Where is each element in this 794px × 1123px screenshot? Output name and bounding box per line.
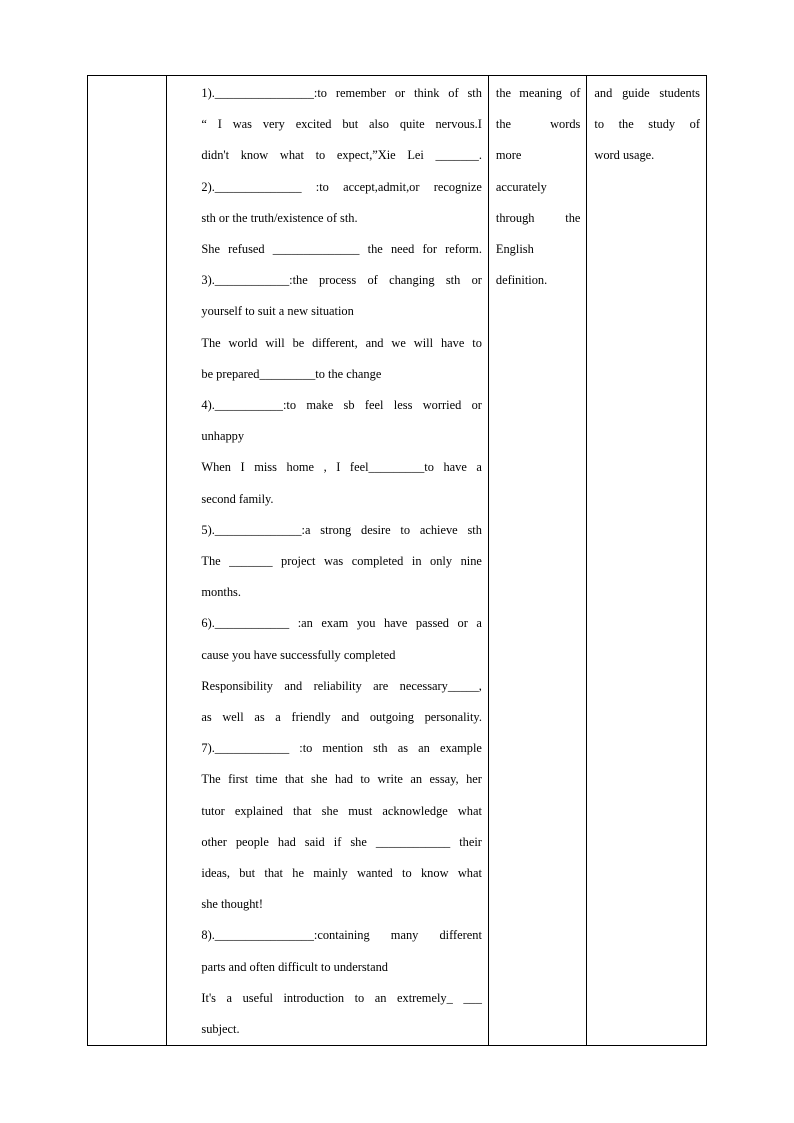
guide-line: to the study of xyxy=(594,117,700,132)
main-line: as well as a friendly and outgoing personality. xyxy=(201,710,482,725)
main-line: parts and often difficult to understand xyxy=(201,959,388,974)
guide-line: word usage. xyxy=(594,148,655,163)
main-line: second family. xyxy=(201,491,274,506)
purpose-line: the meaning of xyxy=(495,86,581,100)
purpose-cell xyxy=(488,76,586,1046)
main-line: 7).____________ :to mention sth as an example xyxy=(201,741,482,756)
main-line: “ I was very excited but also quite nervous.I xyxy=(201,117,482,132)
purpose-line: definition. xyxy=(495,273,548,288)
main-line: unhappy xyxy=(201,429,245,444)
main-line: she thought! xyxy=(201,897,263,912)
table-row xyxy=(88,76,707,1046)
main-line: The first time that she had to write an essay, her xyxy=(201,772,482,787)
main-line: 2).______________ :to accept,admit,or recognize xyxy=(201,179,482,194)
purpose-line: through the xyxy=(495,210,581,225)
main-line: ideas, but that he mainly wanted to know what xyxy=(201,866,482,881)
main-line: didn't know what to expect,”Xie Lei _______. xyxy=(201,148,482,163)
main-line: subject. xyxy=(201,1022,240,1037)
main-line: The _______ project was completed in only nine xyxy=(201,554,482,569)
activity-text xyxy=(167,76,488,1045)
main-line: yourself to suit a new situation xyxy=(201,304,354,319)
main-line: She refused ______________ the need for reform. xyxy=(201,242,482,257)
main-line: 3).____________:the process of changing sth or xyxy=(201,273,482,288)
main-line: Responsibility and reliability are necessary_____, xyxy=(201,678,482,693)
main-line: cause you have successfully completed xyxy=(201,647,396,662)
purpose-line: the words xyxy=(495,117,581,132)
main-line: tutor explained that she must acknowledge what xyxy=(201,803,482,818)
activity-cell xyxy=(167,76,489,1046)
main-line: other people had said if she ____________ their xyxy=(201,834,482,849)
guide-line: and guide students xyxy=(594,86,700,100)
main-line: be prepared_________to the change xyxy=(201,366,382,381)
main-line: 1).________________:to remember or think of sth xyxy=(201,86,482,100)
empty-step-cell xyxy=(88,76,167,1046)
purpose-line: more xyxy=(495,148,522,163)
guide-text xyxy=(587,76,706,172)
main-line: months. xyxy=(201,585,241,600)
main-line: The world will be different, and we will have to xyxy=(201,335,482,350)
main-line: 5).______________:a strong desire to achieve sth xyxy=(201,522,482,537)
main-line: 8).________________:containing many different xyxy=(201,928,482,943)
purpose-line: accurately xyxy=(495,179,547,194)
main-line: It's a useful introduction to an extremely_ ___ xyxy=(201,990,482,1005)
purpose-line: English xyxy=(495,242,534,257)
lesson-plan-table xyxy=(87,75,707,1046)
guide-cell xyxy=(587,76,707,1046)
main-line: 6).____________ :an exam you have passed or a xyxy=(201,616,482,631)
main-line: When I miss home , I feel_________to have a xyxy=(201,460,482,475)
main-line: 4).___________:to make sb feel less worried or xyxy=(201,398,482,413)
purpose-text xyxy=(489,76,586,296)
main-line: sth or the truth/existence of sth. xyxy=(201,210,358,225)
